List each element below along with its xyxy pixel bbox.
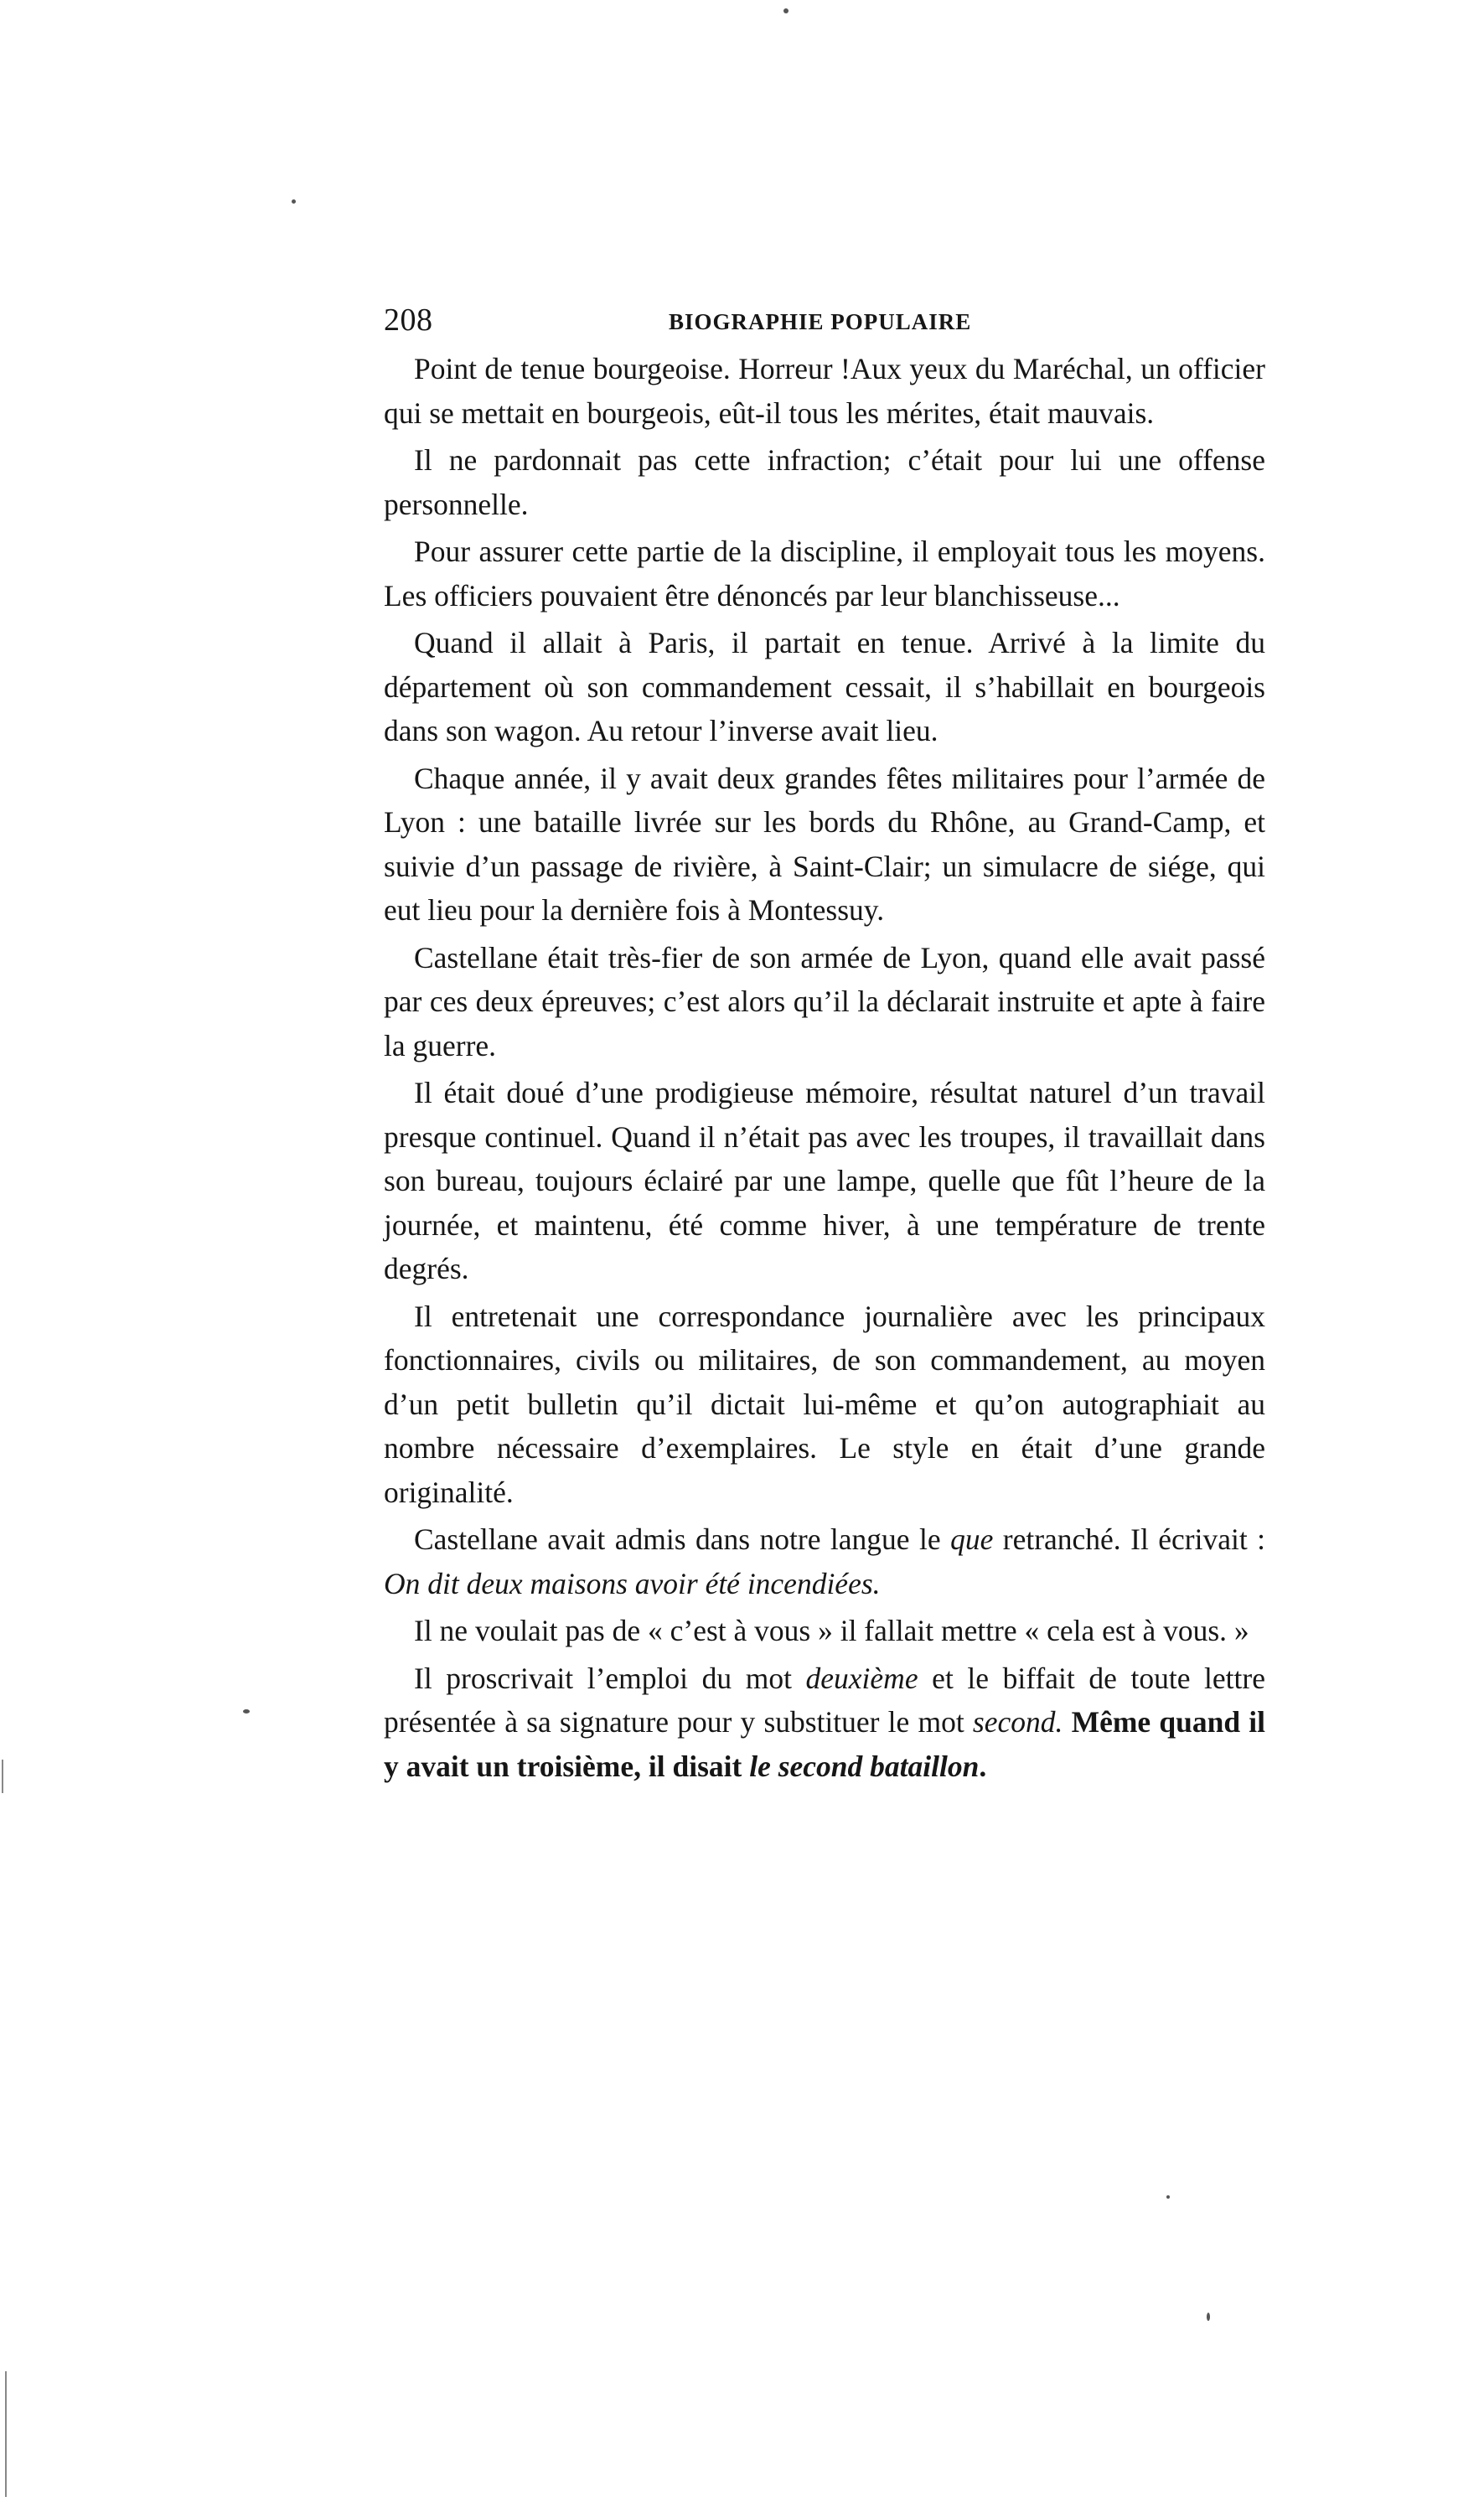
paragraph bbox=[384, 1657, 1265, 1789]
paragraph: Il ne voulait pas de « c’est à vous » il fallait mettre « cela est à vous. » bbox=[414, 1614, 1249, 1647]
paragraph: Il ne pardonnait pas cette infraction; c’était pour lui une offense personnelle. bbox=[384, 443, 1265, 521]
bold-run: . bbox=[979, 1749, 987, 1783]
text-run: Il proscrivait l’emploi du mot bbox=[414, 1661, 806, 1695]
scan-edge-mark bbox=[2, 1760, 3, 1793]
text-run: retranché. Il écrivait : bbox=[993, 1522, 1266, 1556]
page-header bbox=[384, 302, 989, 339]
scan-speck bbox=[1166, 2195, 1170, 2199]
paragraph: Pour assurer cette partie de la discipline, il employait tous les moyens. Les officiers pouvaient être dénoncés par leur blanchisseuse... bbox=[384, 535, 1265, 613]
scan-speck bbox=[292, 199, 296, 204]
italic-run: second. bbox=[972, 1705, 1063, 1739]
running-head: BIOGRAPHIE POPULAIRE bbox=[669, 309, 972, 334]
italic-run: que bbox=[950, 1522, 994, 1556]
body-text bbox=[384, 347, 1265, 1791]
bold-italic-run: le second bataillon bbox=[749, 1749, 980, 1783]
text-run: Castellane avait admis dans notre langue le bbox=[414, 1522, 951, 1556]
scan-edge-mark bbox=[5, 2371, 7, 2497]
paragraph bbox=[384, 1517, 1265, 1605]
paragraph: Il entretenait une correspondance journalière avec les principaux fonctionnaires, civils ou militaires, de son commandement, au moyen d’un petit bulletin qu’il dictait lui-même et qu’on autographiait au nombre nécessaire d’exemplaires. Le style en était d’une grande originalité. bbox=[384, 1299, 1265, 1509]
scan-speck bbox=[783, 8, 789, 13]
page-number: 208 bbox=[384, 302, 433, 338]
paragraph: Quand il allait à Paris, il partait en tenue. Arrivé à la limite du département où son commandement cessait, il s’habillait en bourgeois dans son wagon. Au retour l’inverse avait lieu. bbox=[384, 626, 1265, 747]
paragraph: Castellane était très-fier de son armée de Lyon, quand elle avait passé par ces deux épreuves; c’est alors qu’il la déclarait instruite et apte à faire la guerre. bbox=[384, 940, 1265, 1062]
paragraph: Point de tenue bourgeoise. Horreur !Aux yeux du Maréchal, un officier qui se mettait en bourgeois, eût-il tous les mérites, était mauvais. bbox=[384, 352, 1265, 430]
text-run: et le biffait de toute lettre présentée à sa signature pour y substituer le mot bbox=[384, 1661, 1265, 1739]
italic-run: On dit deux maisons avoir été incendiées. bbox=[384, 1566, 881, 1600]
bold-run: Même quand il y avait un troisième, il disait bbox=[384, 1705, 1266, 1783]
italic-run: deuxième bbox=[805, 1661, 918, 1695]
paragraph: Chaque année, il y avait deux grandes fêtes militaires pour l’armée de Lyon : une bataille livrée sur les bords du Rhône, au Grand-Camp, et suivie d’un passage de rivière, à Saint-Clair; un simulacre de siége, qui eut lieu pour la dernière fois à Montessuy. bbox=[384, 761, 1265, 927]
scan-speck bbox=[1207, 2313, 1210, 2321]
paragraph: Il était doué d’une prodigieuse mémoire, résultat naturel d’un travail presque continuel. Quand il n’était pas avec les troupes, il travaillait dans son bureau, toujours éclairé par une lampe, quelle que fût l’heure de la journée, et maintenu, été comme hiver, à une température de trente degrés. bbox=[384, 1076, 1265, 1285]
scan-speck bbox=[243, 1709, 250, 1714]
